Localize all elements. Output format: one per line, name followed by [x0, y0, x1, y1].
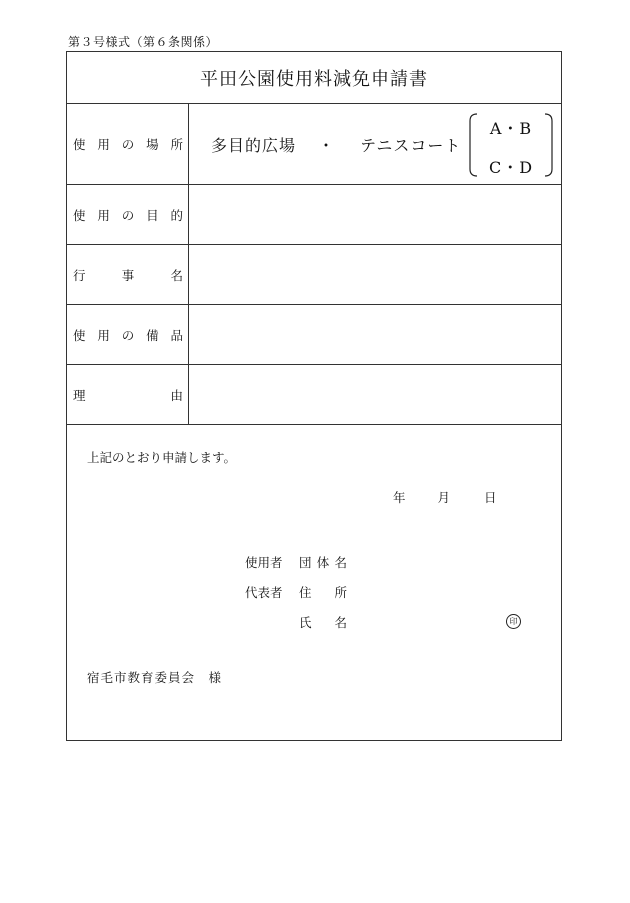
court-option-a-b[interactable]: A・B — [489, 119, 533, 138]
separator-dot: ・ — [318, 135, 335, 155]
label-char: 品 — [170, 327, 183, 343]
declaration-text: 上記のとおり申請します。 — [87, 450, 237, 465]
label-char: 所 — [170, 137, 183, 152]
label-char: 場 — [146, 137, 159, 152]
role-rep-label: 代表者 — [245, 585, 283, 600]
address-label: 住 所 — [299, 585, 347, 600]
option-multipurpose-plaza[interactable]: 多目的広場 — [211, 135, 297, 155]
court-option-c-d[interactable]: C・D — [488, 158, 534, 177]
org-name-label: 団 体 名 — [299, 555, 347, 570]
option-tennis-court[interactable]: テニスコート — [360, 135, 462, 155]
address-line[interactable] — [245, 583, 347, 613]
label-char: 事 — [121, 267, 135, 283]
addressee: 宿毛市教育委員会 様 — [87, 670, 223, 685]
label-char: の — [121, 327, 135, 343]
purpose-field[interactable] — [189, 185, 561, 244]
label-char: の — [121, 207, 135, 223]
label-event-name — [67, 245, 189, 304]
row-place-of-use — [67, 104, 561, 185]
role-user-label: 使用者 — [245, 555, 283, 570]
label-char: 行 — [73, 267, 86, 283]
label-char: 的 — [170, 207, 183, 223]
label-char: 備 — [146, 327, 159, 343]
equipment-field[interactable] — [189, 305, 561, 364]
date-year-label: 年 — [393, 490, 406, 505]
reason-field[interactable] — [189, 365, 561, 424]
label-char: 使 — [73, 207, 86, 223]
label-char: 使 — [73, 327, 86, 343]
row-equipment — [67, 305, 561, 365]
label-place-of-use — [67, 104, 189, 184]
seal-mark-icon: 印 — [506, 614, 521, 629]
event-name-field[interactable] — [189, 245, 561, 304]
application-form — [66, 51, 562, 741]
name-line[interactable] — [245, 613, 347, 643]
court-selection[interactable] — [467, 113, 555, 177]
date-day-label: 日 — [484, 490, 497, 505]
label-char: 由 — [170, 387, 183, 403]
date-line[interactable] — [393, 488, 497, 506]
label-char: 用 — [97, 137, 110, 152]
label-char: 用 — [97, 327, 110, 343]
label-equipment — [67, 305, 189, 364]
form-number: 第３号様式（第６条関係） — [68, 35, 219, 49]
label-char: 用 — [97, 207, 110, 223]
label-char: の — [121, 137, 135, 152]
date-month-label: 月 — [437, 490, 451, 505]
row-event-name — [67, 245, 561, 305]
place-options[interactable] — [189, 104, 561, 184]
row-purpose — [67, 185, 561, 245]
declaration-section — [67, 425, 561, 743]
label-reason — [67, 365, 189, 424]
applicant-block — [245, 553, 347, 643]
label-char: 使 — [73, 137, 86, 152]
name-label: 氏 名 — [299, 615, 347, 630]
label-char: 名 — [170, 267, 183, 283]
form-title: 平田公園使用料減免申請書 — [67, 52, 561, 104]
label-purpose — [67, 185, 189, 244]
label-char: 理 — [73, 387, 86, 403]
label-char: 目 — [146, 207, 159, 223]
org-name-line[interactable] — [245, 553, 347, 583]
row-reason — [67, 365, 561, 425]
